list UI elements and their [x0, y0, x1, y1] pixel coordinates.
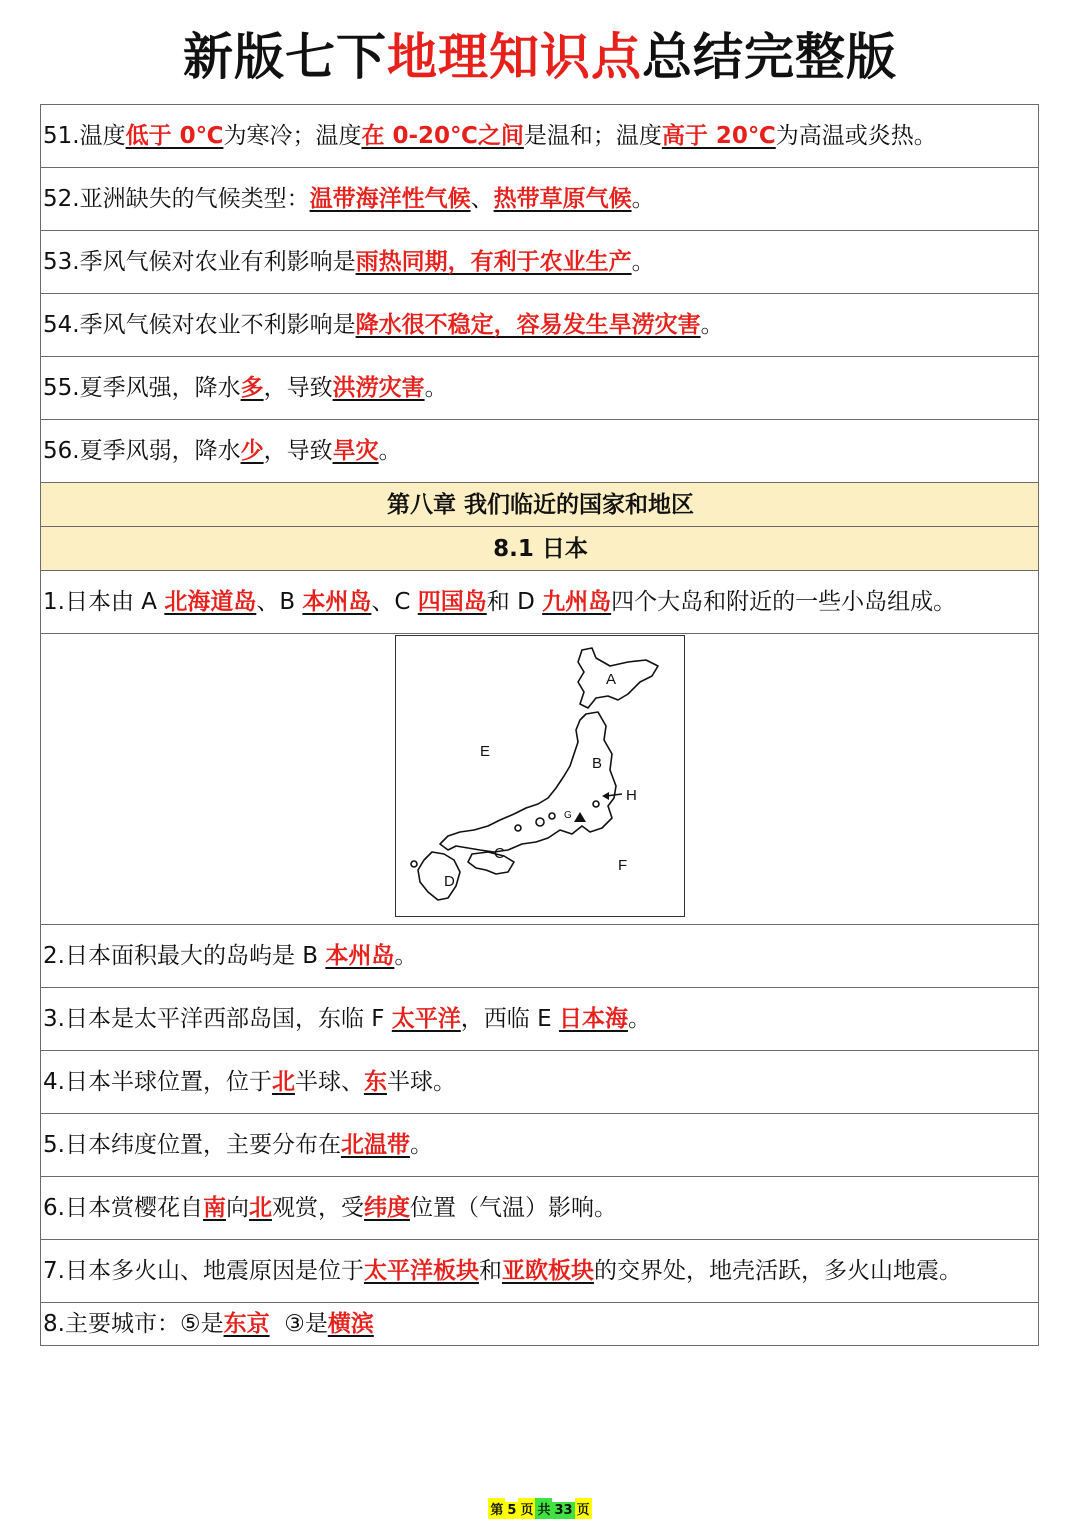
row-text: 52.亚洲缺失的气候类型： — [43, 186, 310, 212]
answer-text: 四国岛 — [417, 589, 487, 615]
row-cell — [41, 294, 1039, 357]
map-label-d: D — [443, 872, 455, 890]
row-text: 、 — [470, 186, 494, 212]
map-label-b: B — [591, 754, 602, 772]
answer-text: 亚欧板块 — [501, 1258, 594, 1284]
answer-text: 温带海洋性气候 — [309, 186, 471, 212]
row-text: 。 — [627, 1006, 651, 1032]
row-text: 51.温度 — [43, 123, 126, 149]
map-cell — [41, 634, 1039, 925]
knowledge-table — [40, 104, 1039, 1346]
row-text: ，导致 — [263, 375, 333, 401]
row-cell — [41, 988, 1039, 1051]
title-part-3: 总结完整版 — [642, 28, 897, 86]
row-text: 53.季风气候对农业有利影响是 — [43, 249, 356, 275]
answer-text: 低于 0℃ — [125, 123, 224, 149]
table-row — [41, 1240, 1039, 1303]
answer-text: 在 0-20℃之间 — [361, 123, 524, 149]
answer-text: 本州岛 — [325, 943, 395, 969]
map-label-c: C — [493, 844, 505, 862]
chapter-title: 第八章 我们临近的国家和地区 — [41, 483, 1039, 527]
table-row — [41, 1051, 1039, 1114]
table-row — [41, 1114, 1039, 1177]
row-text: 、B — [256, 589, 303, 615]
row-text: 。 — [424, 375, 448, 401]
row-text: 和 D — [486, 589, 543, 615]
table-row — [41, 925, 1039, 988]
row-cell — [41, 571, 1039, 634]
footer-label-1: 第 — [488, 1498, 505, 1519]
row-text: 。 — [631, 249, 655, 275]
answer-text: 日本海 — [558, 1006, 628, 1032]
row-text: 54.季风气候对农业不利影响是 — [43, 312, 356, 338]
answer-text: 北海道岛 — [164, 589, 257, 615]
table-row — [41, 571, 1039, 634]
table-row — [41, 294, 1039, 357]
answer-text: 北 — [248, 1195, 272, 1221]
small-island — [411, 861, 417, 867]
row-text: 。 — [409, 1132, 433, 1158]
row-text: 半球。 — [386, 1069, 456, 1095]
row-text: 。 — [394, 943, 418, 969]
mount-g-marker — [574, 812, 586, 822]
table-row — [41, 357, 1039, 420]
row-text: 5.日本纬度位置，主要分布在 — [43, 1132, 341, 1158]
row-cell — [41, 1240, 1039, 1303]
row-cell — [41, 1177, 1039, 1240]
row-text: 为寒冷；温度 — [223, 123, 362, 149]
row-text: 8.主要城市：⑤是 — [43, 1311, 224, 1337]
answer-text: 本州岛 — [302, 589, 372, 615]
map-label-g: G — [563, 809, 572, 821]
answer-text: 北温带 — [340, 1132, 410, 1158]
row-text: 位置（气温）影响。 — [409, 1195, 617, 1221]
japan-map — [395, 635, 685, 917]
small-island — [536, 818, 544, 826]
row-text: 1.日本由 A — [43, 589, 165, 615]
row-text: ，导致 — [263, 438, 333, 464]
row-text: 半球、 — [294, 1069, 364, 1095]
answer-text: 太平洋 — [391, 1006, 461, 1032]
honshu-outline — [440, 712, 616, 852]
footer-page-number: 5 — [507, 1503, 517, 1518]
row-text: 6.日本赏樱花自 — [43, 1195, 203, 1221]
hokkaido-outline — [578, 648, 658, 708]
answer-text: 旱灾 — [332, 438, 379, 464]
row-text: 的交界处，地壳活跃，多火山地震。 — [593, 1258, 962, 1284]
shikoku-outline — [468, 852, 514, 874]
answer-text: 纬度 — [363, 1195, 410, 1221]
h-arrow-head — [602, 792, 609, 800]
answer-text: 东京 — [223, 1311, 270, 1337]
map-row — [41, 634, 1039, 925]
map-label-h: H — [625, 786, 637, 804]
row-text: 55.夏季风强，降水 — [43, 375, 241, 401]
row-text: 4.日本半球位置，位于 — [43, 1069, 272, 1095]
row-text: 为高温或炎热。 — [775, 123, 937, 149]
section-title: 8.1 日本 — [41, 527, 1039, 571]
section-header — [41, 527, 1039, 571]
table-row — [41, 1303, 1039, 1346]
table-row — [41, 105, 1039, 168]
answer-text: 降水很不稳定，容易发生旱涝灾害 — [355, 312, 701, 338]
row-cell — [41, 1114, 1039, 1177]
answer-text: 横滨 — [327, 1311, 374, 1337]
footer-label-4: 页 — [575, 1498, 592, 1519]
table-row — [41, 1177, 1039, 1240]
page-title — [0, 22, 1080, 92]
row-text: 。 — [378, 438, 402, 464]
small-island — [593, 801, 599, 807]
title-part-2: 地理知识点 — [387, 28, 642, 86]
footer-total-pages: 33 — [554, 1503, 573, 1518]
row-text: 2.日本面积最大的岛屿是 B — [43, 943, 326, 969]
row-text: ，西临 E — [460, 1006, 559, 1032]
row-cell — [41, 1051, 1039, 1114]
map-label-f: F — [617, 856, 627, 874]
row-text: 、C — [371, 589, 418, 615]
row-cell — [41, 168, 1039, 231]
answer-text: 洪涝灾害 — [332, 375, 425, 401]
row-text: 。 — [631, 186, 655, 212]
answer-text: 东 — [363, 1069, 387, 1095]
row-text: 是温和；温度 — [523, 123, 662, 149]
row-cell — [41, 105, 1039, 168]
title-part-1: 新版七下 — [183, 28, 387, 86]
row-text: 7.日本多火山、地震原因是位于 — [43, 1258, 364, 1284]
answer-text: 少 — [240, 438, 264, 464]
chapter-header — [41, 483, 1039, 527]
row-text: 观赏，受 — [271, 1195, 364, 1221]
table-row — [41, 231, 1039, 294]
row-text: ③是 — [269, 1311, 328, 1337]
answer-text: 北 — [271, 1069, 295, 1095]
row-cell — [41, 357, 1039, 420]
row-text: 四个大岛和附近的一些小岛组成。 — [611, 589, 957, 615]
row-cell — [41, 420, 1039, 483]
row-text: 56.夏季风弱，降水 — [43, 438, 241, 464]
row-text: 向 — [225, 1195, 249, 1221]
footer-label-3: 共 — [535, 1498, 552, 1519]
small-island — [515, 825, 521, 831]
answer-text: 太平洋板块 — [363, 1258, 479, 1284]
row-cell — [41, 231, 1039, 294]
row-cell — [41, 1303, 1039, 1346]
table-row — [41, 420, 1039, 483]
japan-map-svg — [396, 636, 684, 916]
answer-text: 多 — [240, 375, 264, 401]
answer-text: 高于 20℃ — [661, 123, 776, 149]
answer-text: 雨热同期，有利于农业生产 — [355, 249, 632, 275]
map-label-a: A — [605, 670, 616, 688]
answer-text: 九州岛 — [542, 589, 612, 615]
map-label-e: E — [479, 742, 490, 760]
row-text: 3.日本是太平洋西部岛国，东临 F — [43, 1006, 392, 1032]
row-text: 和 — [478, 1258, 502, 1284]
row-text: 。 — [700, 312, 724, 338]
page-footer — [0, 1498, 1080, 1519]
table-row — [41, 168, 1039, 231]
row-cell — [41, 925, 1039, 988]
footer-label-2: 页 — [518, 1498, 535, 1519]
table-row — [41, 988, 1039, 1051]
answer-text: 南 — [202, 1195, 226, 1221]
answer-text: 热带草原气候 — [493, 186, 632, 212]
small-island — [549, 813, 555, 819]
